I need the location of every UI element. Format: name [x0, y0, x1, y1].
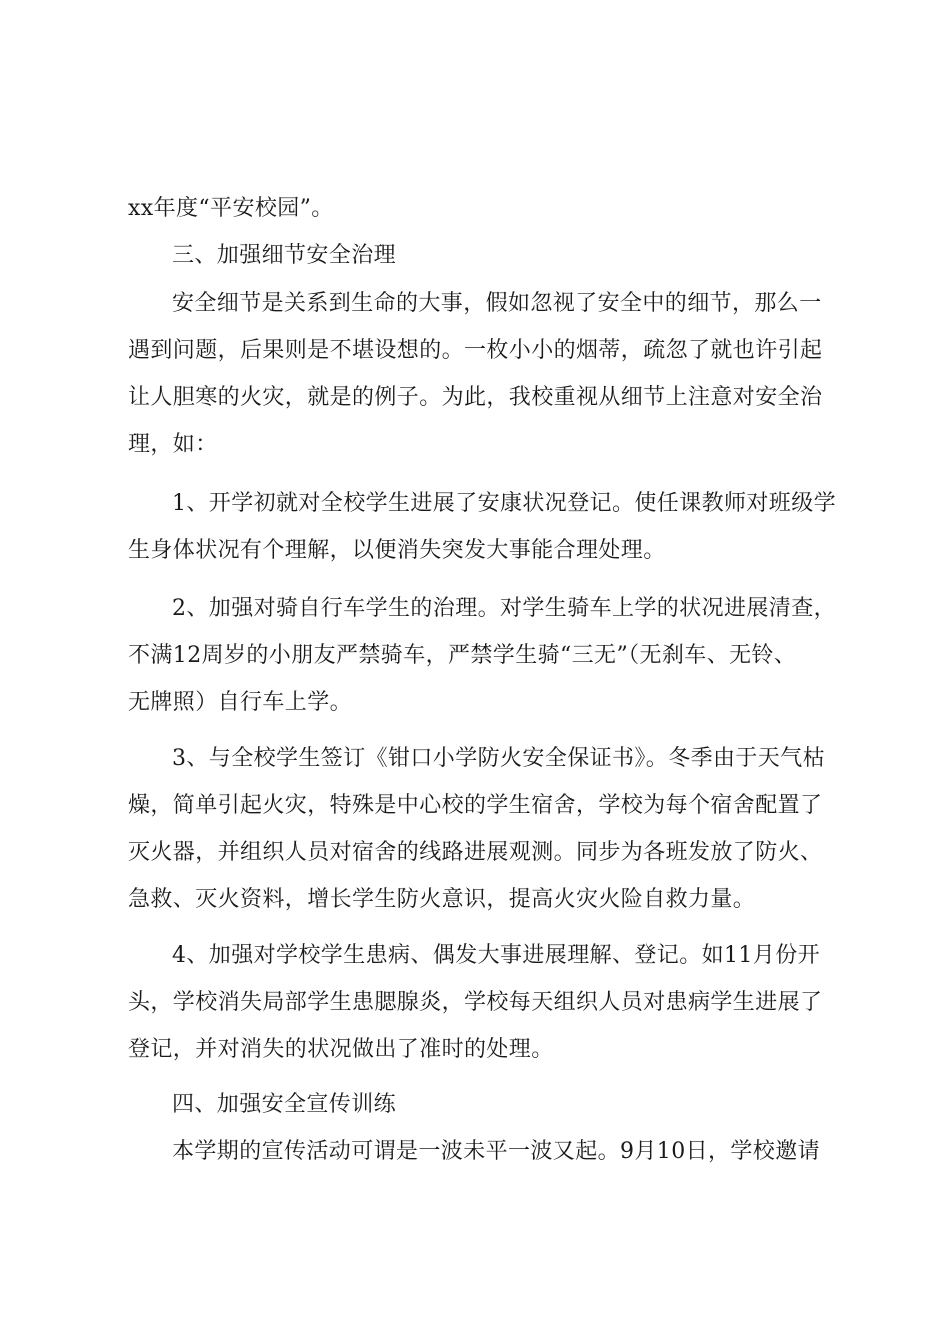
- paragraph-line: 生身体状况有个理解，以便消失突发大事能合理处理。: [128, 538, 666, 563]
- paragraph-line: xx年度“平安校园”。: [128, 196, 334, 221]
- paragraph-line: 安全细节是关系到生命的大事，假如忽视了安全中的细节，那么一: [172, 291, 822, 316]
- paragraph-line: 本学期的宣传活动可谓是一波未平一波又起。9月10日，学校邀请: [172, 1139, 820, 1164]
- list-item-line: 1、开学初就对全校学生进展了安康状况登记。使任课教师对班级学: [172, 491, 836, 516]
- list-item-line: 2、加强对骑自行车学生的治理。对学生骑车上学的状况进展清查，: [172, 596, 836, 621]
- section-heading: 三、加强细节安全治理: [172, 243, 397, 268]
- paragraph-line: 理，如：: [128, 432, 218, 457]
- paragraph-line: 灭火器，并组织人员对宿舍的线路进展观测。同步为各班发放了防火、: [128, 840, 823, 865]
- paragraph-line: 无牌照）自行车上学。: [128, 690, 353, 715]
- list-item-line: 3、与全校学生签订《钳口小学防火安全保证书》。冬季由于天气枯: [172, 746, 825, 771]
- list-item-line: 4、加强对学校学生患病、偶发大事进展理解、登记。如11月份开: [172, 943, 820, 968]
- paragraph-line: 燥，简单引起火灾，特殊是中心校的学生宿舍，学校为每个宿舍配置了: [128, 793, 823, 818]
- paragraph-line: 头，学校消失局部学生患腮腺炎，学校每天组织人员对患病学生进展了: [128, 990, 823, 1015]
- paragraph-line: 急救、灭火资料，增长学生防火意识，提高火灾火险自救力量。: [128, 887, 756, 912]
- paragraph-line: 让人胆寒的火灾，就是的例子。为此，我校重视从细节上注意对安全治: [128, 385, 823, 410]
- paragraph-line: 登记，并对消失的状况做出了准时的处理。: [128, 1037, 554, 1062]
- paragraph-line: 遇到问题，后果则是不堪设想的。一枚小小的烟蒂，疏忽了就也许引起: [128, 338, 823, 363]
- section-heading: 四、加强安全宣传训练: [172, 1092, 397, 1117]
- paragraph-line: 不满12周岁的小朋友严禁骑车，严禁学生骑“三无”（无刹车、无铃、: [128, 643, 797, 668]
